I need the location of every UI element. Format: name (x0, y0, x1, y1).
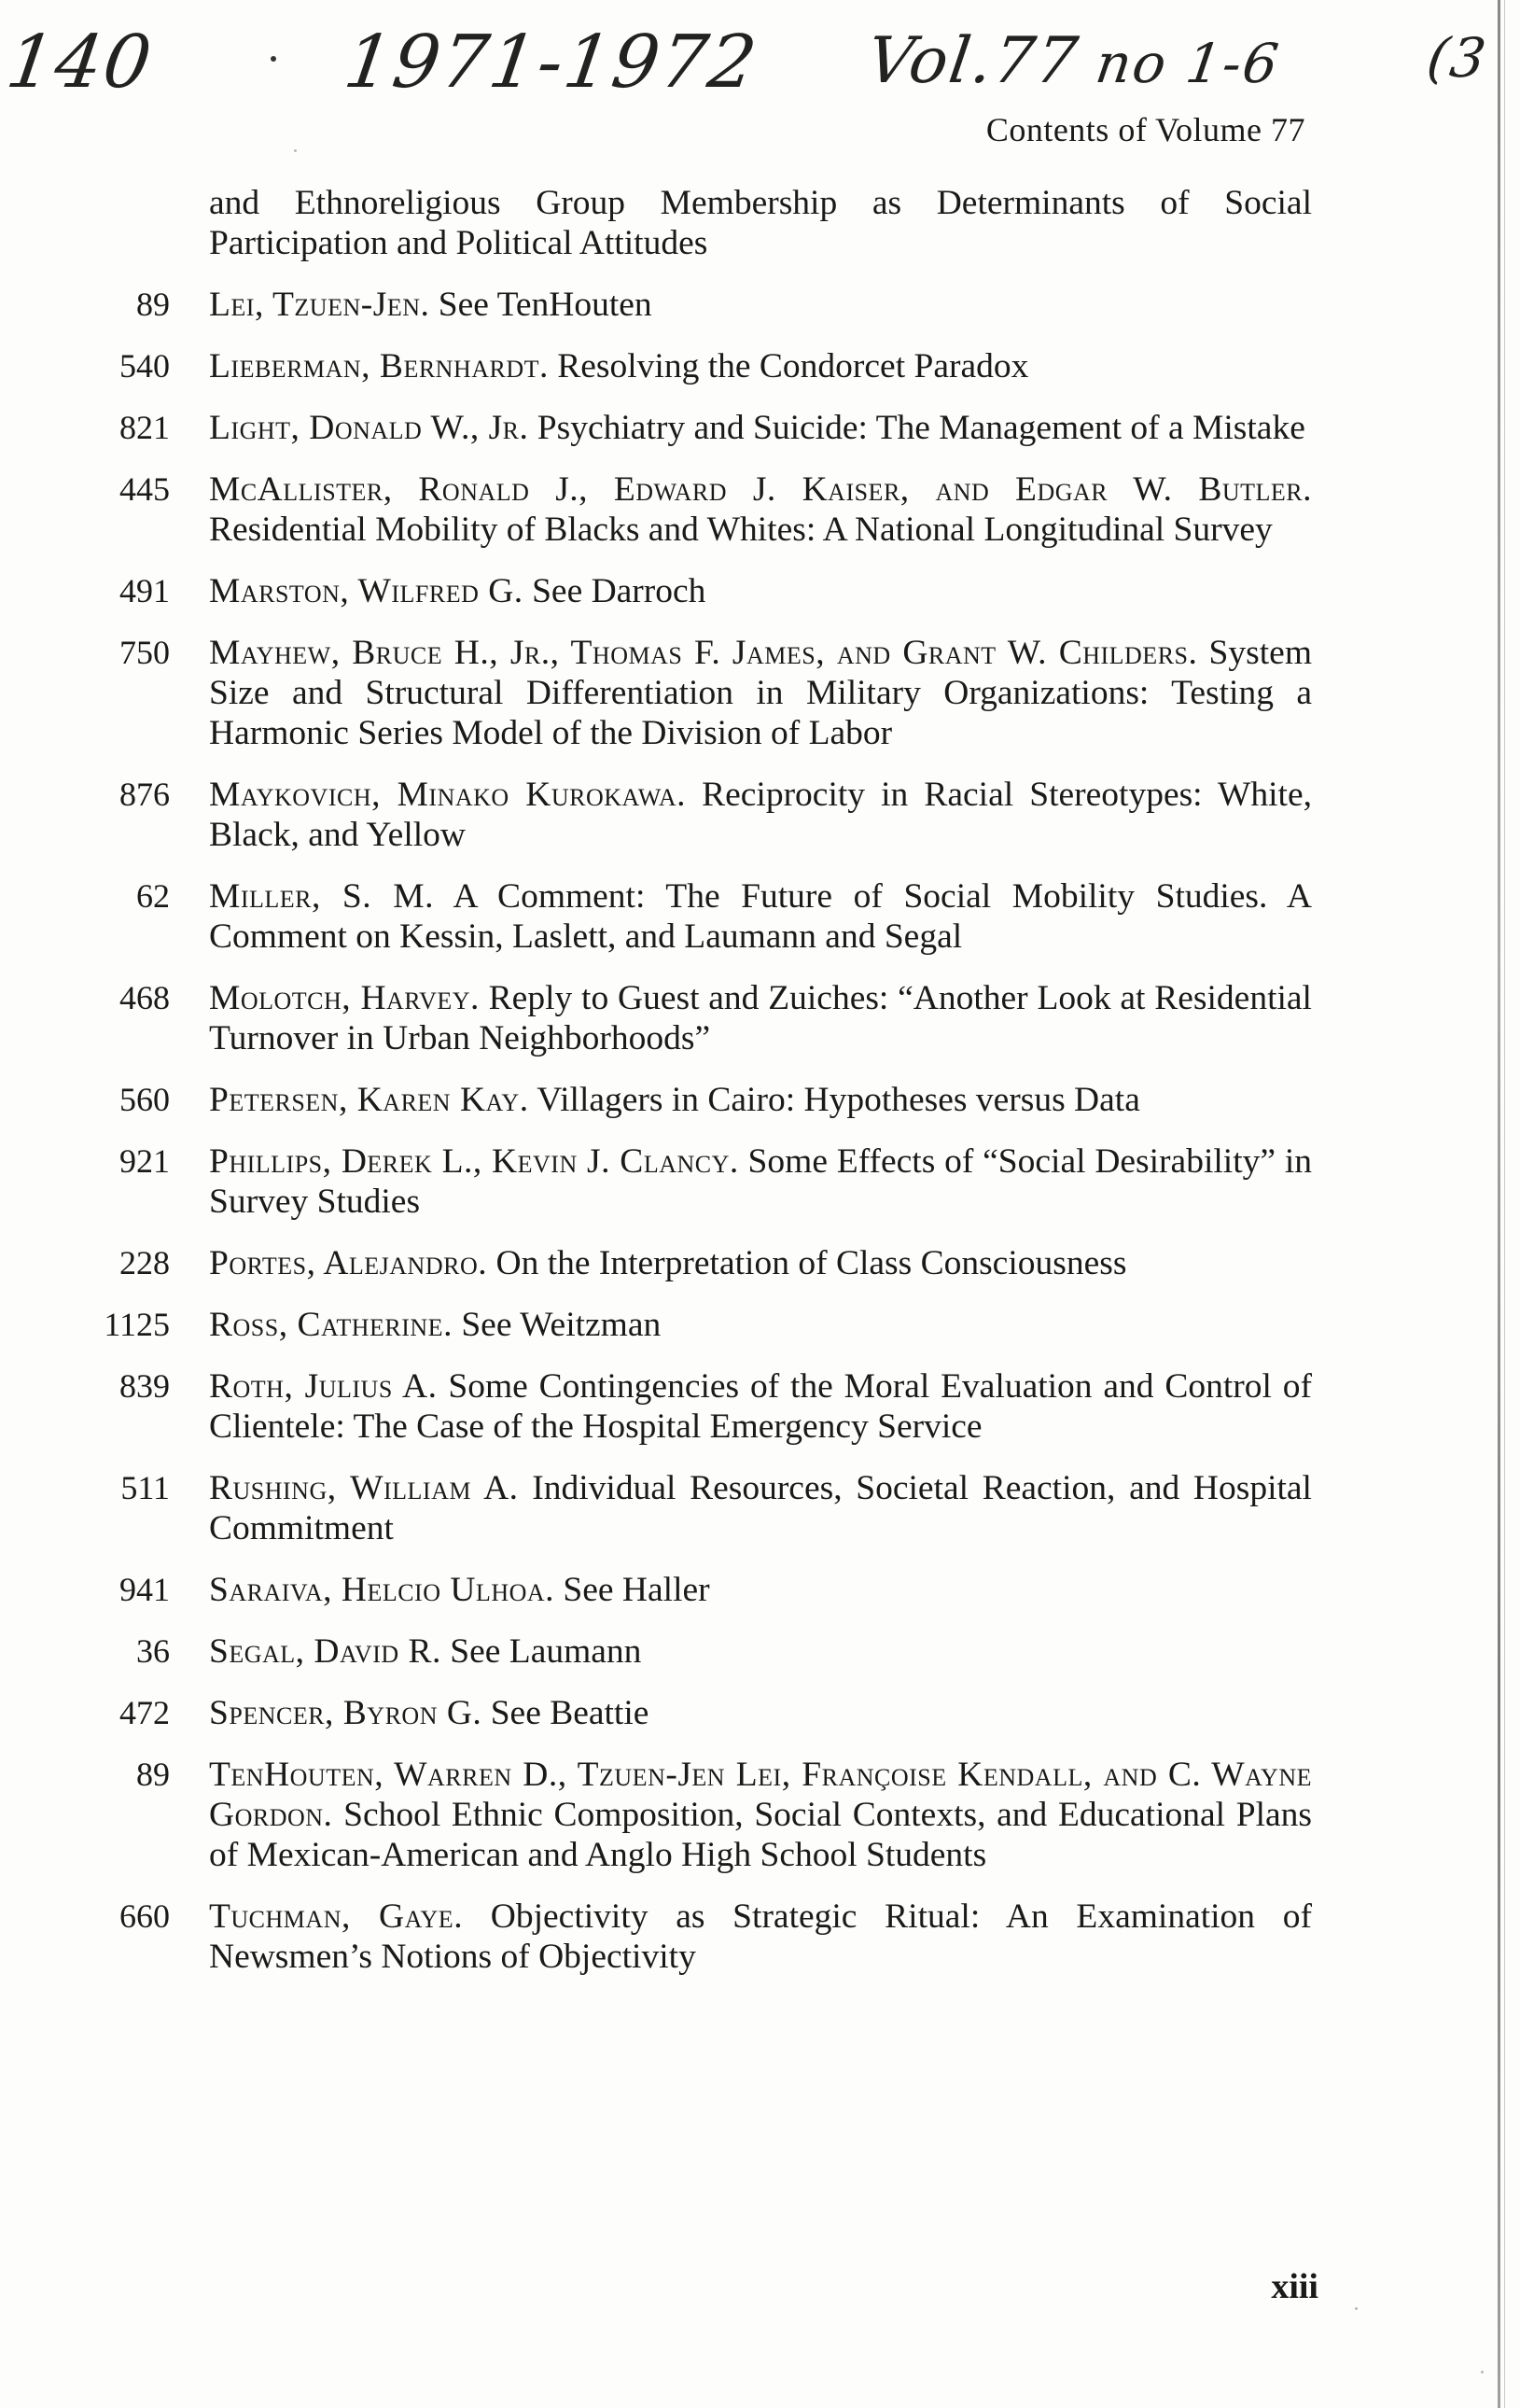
entry-title: and Ethnoreligious Group Membership as Determinants of Social Participation and Political Attitudes (209, 184, 1312, 262)
entry-page-number: 228 (119, 1244, 170, 1281)
entry-title: System Size and Structural Differentiation in Military Organizations: Testing a Harmonic Series Model of the Division of Labor (209, 634, 1312, 752)
entry-page-number: 839 (119, 1367, 170, 1405)
contents-entry (0, 346, 1520, 386)
entry-page-number: 491 (119, 572, 170, 609)
entry-title: See Laumann (440, 1632, 642, 1671)
handwritten-annotation (0, 0, 1520, 112)
scan-speck (1355, 2307, 1358, 2310)
entry-title: See Darroch (523, 572, 706, 610)
entry-title: Reciprocity in Racial Stereotypes: White, Black, and Yellow (209, 776, 1312, 854)
entry-title: Reply to Guest and Zuiches: “Another Look at Residential Turnover in Urban Neighborhoods” (209, 979, 1312, 1057)
entry-author: Ross, Catherine. (209, 1306, 453, 1344)
entry-page-number: 660 (119, 1897, 170, 1935)
entry-page-number: 468 (119, 979, 170, 1016)
entry-title: Resolving the Condorcet Paradox (548, 347, 1029, 385)
contents-entry (0, 1366, 1520, 1447)
entry-citation (209, 408, 1312, 448)
running-head: Contents of Volume 77 (985, 111, 1305, 148)
entry-page-number: 540 (119, 347, 170, 385)
entry-author: Spencer, Byron G. (209, 1694, 482, 1732)
entry-author: Light, Donald W., Jr. (209, 409, 529, 447)
handwritten-number: 140 (1, 21, 159, 105)
entry-author: TenHouten, Warren D., Tzuen-Jen Lei, Françoise Kendall, and C. Wayne Gordon. (209, 1756, 1312, 1834)
entry-citation (209, 1693, 1312, 1733)
entry-page-number: 445 (119, 470, 170, 508)
entry-citation (209, 978, 1312, 1058)
entry-author: Lei, Tzuen-Jen. (209, 286, 430, 324)
handwritten-issues: no 1-6 (1092, 32, 1284, 95)
page-folio: xiii (1271, 2267, 1318, 2306)
entry-author: Rushing, William A. (209, 1469, 519, 1507)
entry-citation (209, 346, 1312, 386)
entry-citation (209, 1305, 1312, 1345)
entry-citation (209, 1468, 1312, 1548)
entry-page-number: 1125 (104, 1306, 170, 1343)
entry-citation (209, 1366, 1312, 1447)
entry-author: Saraiva, Helcio Ulhoa. (209, 1571, 555, 1609)
handwritten-mark: (3 (1423, 26, 1492, 90)
entry-title: Some Effects of “Social Desirability” in Survey Studies (209, 1142, 1312, 1221)
entry-citation (209, 1897, 1312, 1977)
contents-entry (0, 1755, 1520, 1875)
contents-entry (0, 183, 1520, 263)
contents-entry (0, 1631, 1520, 1672)
entry-title: Individual Resources, Societal Reaction, and Hospital Commitment (209, 1469, 1312, 1547)
entry-page-number: 750 (119, 634, 170, 671)
contents-entry (0, 1693, 1520, 1733)
scan-edge-shadow (1498, 0, 1500, 2408)
contents-entry (0, 469, 1520, 550)
entry-author: Tuchman, Gaye. (209, 1897, 464, 1936)
entry-author: Roth, Julius A. (209, 1367, 438, 1406)
entry-title: See TenHouten (429, 286, 652, 324)
entry-author: Petersen, Karen Kay. (209, 1081, 529, 1119)
entry-author: Portes, Alejandro. (209, 1244, 488, 1282)
contents-entry (0, 1897, 1520, 1977)
entry-citation (209, 469, 1312, 550)
contents-entry (0, 285, 1520, 325)
entry-title: See Haller (554, 1571, 710, 1609)
scan-speck (294, 149, 297, 152)
contents-entry (0, 1570, 1520, 1610)
entry-title: Villagers in Cairo: Hypotheses versus Data (528, 1081, 1140, 1119)
entry-title: Objectivity as Strategic Ritual: An Examination of Newsmen’s Notions of Objectivity (209, 1897, 1313, 1976)
entry-page-number: 472 (119, 1694, 170, 1731)
entry-citation (209, 183, 1312, 263)
entry-author: Phillips, Derek L., Kevin J. Clancy. (209, 1142, 739, 1181)
handwritten-years: 1971-1972 (339, 21, 763, 105)
entry-page-number: 511 (120, 1469, 170, 1506)
entry-page-number: 821 (119, 409, 170, 446)
entry-title: Psychiatry and Suicide: The Management of a Mistake (528, 409, 1305, 447)
entry-citation (209, 1631, 1312, 1672)
entry-author: Maykovich, Minako Kurokawa. (209, 776, 687, 814)
scan-speck (1481, 2371, 1484, 2373)
entry-title: See Weitzman (452, 1306, 662, 1344)
contents-entry (0, 408, 1520, 448)
entry-title: A Comment: The Future of Social Mobility Studies. A Comment on Kessin, Laslett, and Laumann and Segal (209, 877, 1312, 956)
entry-citation (209, 1080, 1312, 1120)
entry-citation (209, 571, 1312, 611)
contents-entry (0, 571, 1520, 611)
entry-author: Miller, S. M. (209, 877, 434, 916)
contents-entry (0, 1141, 1520, 1222)
entry-title: School Ethnic Composition, Social Contexts, and Educational Plans of Mexican-American and Anglo High School Students (209, 1796, 1312, 1874)
entry-title: Residential Mobility of Blacks and Whites: A National Longitudinal Survey (209, 511, 1273, 549)
entry-title: Some Contingencies of the Moral Evaluation and Control of Clientele: The Case of the Hospital Emergency Service (209, 1367, 1312, 1446)
scan-edge-line (1504, 0, 1505, 2408)
entry-page-number: 89 (136, 1756, 170, 1793)
contents-list (0, 183, 1520, 1998)
entry-author: Marston, Wilfred G. (209, 572, 523, 610)
contents-entry (0, 775, 1520, 855)
contents-entry (0, 1468, 1520, 1548)
entry-citation (209, 1755, 1312, 1875)
entry-page-number: 560 (119, 1081, 170, 1118)
entry-page-number: 941 (119, 1571, 170, 1608)
entry-title: On the Interpretation of Class Consciousness (487, 1244, 1127, 1282)
contents-entry (0, 1243, 1520, 1283)
contents-entry (0, 1080, 1520, 1120)
entry-citation (209, 633, 1312, 753)
contents-entry (0, 978, 1520, 1058)
contents-entry (0, 1305, 1520, 1345)
entry-citation (209, 876, 1312, 957)
entry-citation (209, 1243, 1312, 1283)
entry-author: Segal, David R. (209, 1632, 441, 1671)
entry-page-number: 876 (119, 776, 170, 813)
entry-page-number: 36 (136, 1632, 170, 1670)
contents-entry (0, 633, 1520, 753)
entry-title: See Beattie (481, 1694, 649, 1732)
entry-page-number: 921 (119, 1142, 170, 1180)
handwritten-dot (271, 56, 276, 62)
entry-citation (209, 775, 1312, 855)
entry-citation (209, 1570, 1312, 1610)
contents-entry (0, 876, 1520, 957)
entry-citation (209, 285, 1312, 325)
entry-citation (209, 1141, 1312, 1222)
entry-author: Molotch, Harvey. (209, 979, 480, 1017)
handwritten-volume: Vol.77 (862, 24, 1084, 98)
entry-author: McAllister, Ronald J., Edward J. Kaiser, and Edgar W. Butler. (209, 470, 1312, 509)
entry-author: Lieberman, Bernhardt. (209, 347, 549, 385)
entry-page-number: 62 (136, 877, 170, 915)
entry-author: Mayhew, Bruce H., Jr., Thomas F. James, and Grant W. Childers. (209, 634, 1198, 672)
entry-page-number: 89 (136, 286, 170, 323)
